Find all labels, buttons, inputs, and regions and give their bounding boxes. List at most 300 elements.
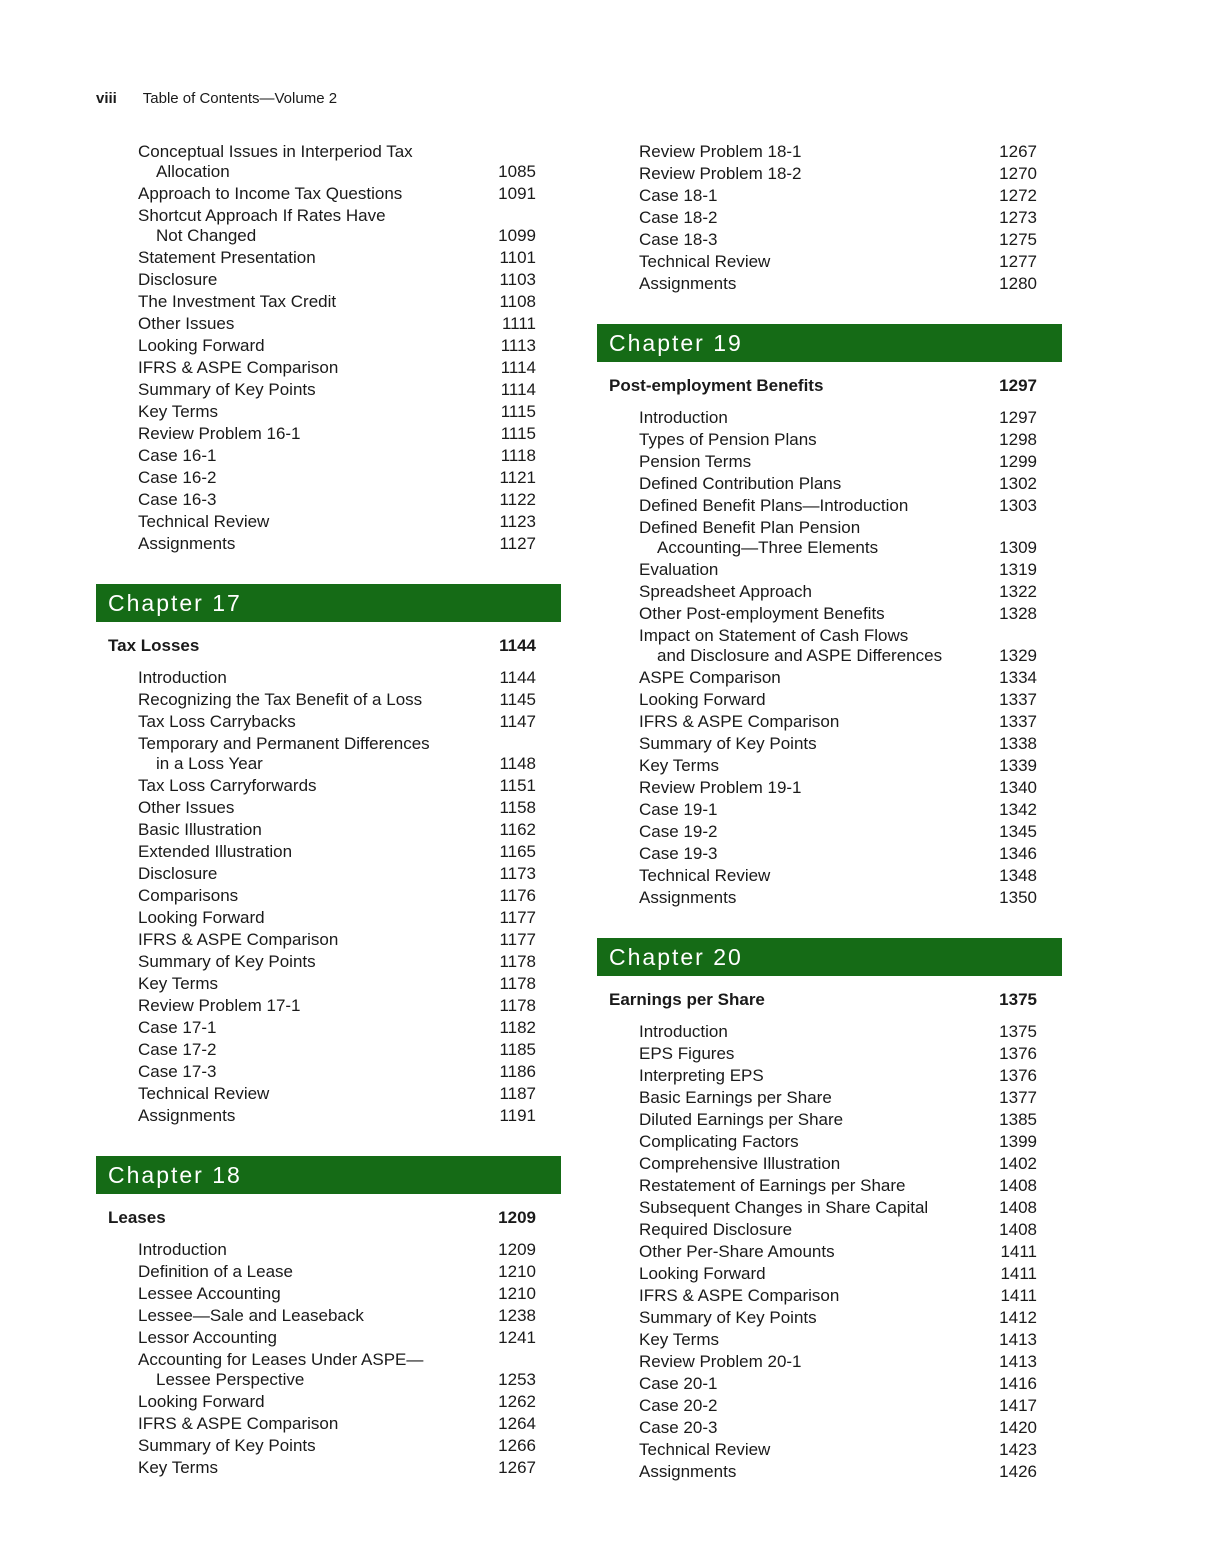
toc-entry[interactable] [597, 1286, 1062, 1306]
toc-entry-title [639, 1088, 1037, 1108]
toc-entry-title-line1: Case 19-1 [639, 800, 718, 819]
toc-entry-title-line1: Case 16-1 [138, 446, 217, 465]
toc-entry-title-line1: Defined Benefit Plans—Introduction [639, 496, 909, 515]
toc-entry-title-line1: IFRS & ASPE Comparison [639, 1286, 840, 1305]
toc-entry-title [639, 1220, 1037, 1240]
toc-entry-title-line1: Lessor Accounting [138, 1328, 277, 1347]
toc-entry-page: 1267 [498, 1458, 536, 1477]
toc-entry-title [639, 1286, 1037, 1306]
toc-entry-title-line2: Accounting—Three Elements [657, 538, 879, 557]
toc-entry-title [639, 1176, 1037, 1196]
toc-entry-title [138, 468, 536, 488]
toc-entry[interactable] [597, 1462, 1062, 1482]
toc-entry[interactable] [96, 798, 561, 818]
toc-entry-page: 1266 [498, 1436, 536, 1455]
toc-entry-title-line1: Introduction [138, 668, 227, 687]
chapter-title-text: Earnings per Share [609, 990, 765, 1009]
toc-entry-page: 1411 [1000, 1242, 1037, 1261]
toc-entry-title [138, 534, 536, 554]
toc-entry-page: 1299 [999, 452, 1037, 471]
toc-entry-page: 1115 [500, 402, 536, 421]
page-folio: viii [96, 90, 117, 107]
toc-entry-title [639, 518, 1037, 558]
toc-entry-page: 1385 [999, 1110, 1037, 1129]
toc-entry-page: 1114 [500, 380, 536, 399]
toc-entry-page: 1127 [499, 534, 536, 553]
toc-entry-title [138, 1350, 536, 1390]
toc-entry[interactable] [96, 512, 561, 532]
toc-entry-title-line1: Definition of a Lease [138, 1262, 293, 1281]
toc-entry[interactable] [96, 1262, 561, 1282]
toc-entry-title-line1: Case 16-3 [138, 490, 217, 509]
toc-entry-title [639, 582, 1037, 602]
toc-entry[interactable] [597, 474, 1062, 494]
toc-entry[interactable] [96, 358, 561, 378]
toc-entry[interactable] [96, 206, 561, 246]
toc-entry[interactable] [96, 248, 561, 268]
toc-entry-title-line1: Spreadsheet Approach [639, 582, 812, 601]
toc-entry-title [639, 668, 1037, 688]
toc-entry-title-line1: Case 20-3 [639, 1418, 718, 1437]
toc-entry-page: 1420 [999, 1418, 1037, 1437]
toc-entry-title [138, 336, 536, 356]
toc-entry-page: 1178 [499, 974, 536, 993]
toc-entry[interactable] [597, 430, 1062, 450]
toc-entry-title-line1: Other Per-Share Amounts [639, 1242, 835, 1261]
toc-entry[interactable] [96, 1084, 561, 1104]
toc-entry-title [138, 446, 536, 466]
toc-entry[interactable] [96, 668, 561, 688]
toc-entry-title [639, 1132, 1037, 1152]
chapter-18-title[interactable] [96, 1208, 561, 1228]
toc-entry-title [639, 252, 1037, 272]
toc-entry[interactable] [597, 1220, 1062, 1240]
toc-entry[interactable] [597, 452, 1062, 472]
toc-entry-title-line1: Assignments [138, 1106, 236, 1125]
toc-entry-title-line1: Looking Forward [138, 1392, 265, 1411]
toc-entry-page: 1101 [499, 248, 536, 267]
toc-entry-title [639, 604, 1037, 624]
toc-entry-title-line1: Summary of Key Points [138, 380, 316, 399]
toc-entry[interactable] [597, 582, 1062, 602]
toc-entry[interactable] [597, 1396, 1062, 1416]
toc-entry-title-line1: Review Problem 20-1 [639, 1352, 802, 1371]
toc-entry-title [138, 1040, 536, 1060]
toc-entry-title [639, 1022, 1037, 1042]
toc-entry-page: 1298 [999, 430, 1037, 449]
toc-entry-page: 1375 [999, 1022, 1037, 1041]
toc-entry-title-line1: Defined Contribution Plans [639, 474, 842, 493]
toc-entry-page: 1187 [499, 1084, 536, 1103]
toc-entry[interactable] [96, 490, 561, 510]
toc-entry[interactable] [96, 886, 561, 906]
toc-entry-page: 1329 [999, 646, 1037, 665]
chapter-19-entries [597, 408, 1062, 908]
toc-entry-title-line1: Other Post-employment Benefits [639, 604, 885, 623]
toc-entry-title-line1: Review Problem 16-1 [138, 424, 301, 443]
toc-entry-page: 1177 [499, 930, 536, 949]
toc-entry-title [138, 270, 536, 290]
toc-entry[interactable] [96, 336, 561, 356]
toc-entry-title [138, 206, 536, 246]
toc-entry-title-line1: Case 17-3 [138, 1062, 217, 1081]
toc-entry-page: 1145 [499, 690, 536, 709]
toc-entry[interactable] [597, 690, 1062, 710]
toc-entry[interactable] [96, 1458, 561, 1478]
toc-entry-page: 1182 [499, 1018, 536, 1037]
chapter-18-entries [96, 1240, 561, 1478]
toc-entry-title-line1: Looking Forward [639, 1264, 766, 1283]
toc-entry[interactable] [96, 184, 561, 204]
toc-entry-page: 1399 [999, 1132, 1037, 1151]
toc-entry-page: 1342 [999, 800, 1037, 819]
toc-entry[interactable] [597, 778, 1062, 798]
toc-entry[interactable] [597, 252, 1062, 272]
toc-entry-title [639, 800, 1037, 820]
toc-entry[interactable] [597, 668, 1062, 688]
toc-entry-title [639, 208, 1037, 228]
chapter-20-banner: Chapter 20 [597, 938, 1062, 976]
toc-entry-page: 1148 [499, 754, 536, 773]
toc-entry-title [639, 142, 1037, 162]
toc-entry-page: 1273 [999, 208, 1037, 227]
toc-entry-title-line1: Summary of Key Points [138, 952, 316, 971]
toc-entry-page: 1411 [1000, 1264, 1037, 1283]
toc-entry-page: 1103 [499, 270, 536, 289]
toc-entry-title-line2: Allocation [156, 162, 230, 181]
toc-entry[interactable] [96, 380, 561, 400]
toc-entry-title-line1: Assignments [639, 1462, 737, 1481]
toc-entry[interactable] [96, 314, 561, 334]
toc-entry-title [138, 402, 536, 422]
chapter-19-banner: Chapter 19 [597, 324, 1062, 362]
toc-entry-title-line1: Looking Forward [138, 908, 265, 927]
toc-entry[interactable] [597, 1440, 1062, 1460]
toc-entry-title-line1: Introduction [639, 1022, 728, 1041]
toc-entry-title [639, 1396, 1037, 1416]
toc-entry-page: 1416 [999, 1374, 1037, 1393]
toc-entry[interactable] [597, 756, 1062, 776]
toc-entry[interactable] [96, 908, 561, 928]
toc-entry-page: 1402 [999, 1154, 1037, 1173]
toc-entry-title-line1: Restatement of Earnings per Share [639, 1176, 906, 1195]
toc-entry-page: 1270 [999, 164, 1037, 183]
toc-entry[interactable] [96, 402, 561, 422]
toc-entry-title-line1: Tax Loss Carryforwards [138, 776, 317, 795]
toc-entry[interactable] [96, 1414, 561, 1434]
chapter-title-page: 1375 [999, 990, 1037, 1009]
toc-entry-title [138, 424, 536, 444]
toc-entry-title [639, 1154, 1037, 1174]
toc-entry[interactable] [597, 844, 1062, 864]
toc-entry-title-line1: Technical Review [138, 1084, 270, 1103]
toc-entry-title-line1: Assignments [639, 888, 737, 907]
toc-entry-title-line1: Assignments [138, 534, 236, 553]
toc-entry-title-line1: Introduction [138, 1240, 227, 1259]
toc-entry[interactable] [597, 604, 1062, 624]
toc-entry[interactable] [96, 1062, 561, 1082]
toc-entry-title-line1: Extended Illustration [138, 842, 293, 861]
toc-entry[interactable] [597, 1110, 1062, 1130]
toc-entry[interactable] [597, 1154, 1062, 1174]
toc-entry-title [639, 1440, 1037, 1460]
chapter-19-title[interactable] [597, 376, 1062, 396]
chapter-title-page: 1209 [498, 1208, 536, 1227]
toc-entry-page: 1280 [999, 274, 1037, 293]
toc-entry[interactable] [96, 1040, 561, 1060]
toc-entry-title-line1: Impact on Statement of Cash Flows [639, 626, 909, 645]
toc-entry[interactable] [597, 186, 1062, 206]
toc-entry[interactable] [96, 292, 561, 312]
toc-entry[interactable] [96, 1106, 561, 1126]
toc-entry[interactable] [597, 496, 1062, 516]
toc-entry-title [138, 776, 536, 796]
toc-entry-page: 1162 [499, 820, 536, 839]
toc-entry-page: 1210 [498, 1284, 536, 1303]
toc-entry-page: 1122 [499, 490, 536, 509]
toc-entry-page: 1345 [999, 822, 1037, 841]
toc-entry-title [138, 1106, 536, 1126]
toc-entry-title-line1: Recognizing the Tax Benefit of a Loss [138, 690, 423, 709]
toc-entry[interactable] [96, 974, 561, 994]
toc-entry[interactable] [597, 800, 1062, 820]
toc-entry-title-line1: Case 16-2 [138, 468, 217, 487]
toc-entry-page: 1350 [999, 888, 1037, 907]
toc-entry-title-line1: Other Issues [138, 798, 235, 817]
toc-entry-title-line1: Review Problem 18-1 [639, 142, 802, 161]
toc-entry-page: 1423 [999, 1440, 1037, 1459]
toc-entry[interactable] [597, 208, 1062, 228]
toc-entry-title-line1: Temporary and Permanent Differences [138, 734, 430, 753]
toc-entry-page: 1178 [499, 952, 536, 971]
toc-entry-title [138, 886, 536, 906]
toc-entry-title-line1: Subsequent Changes in Share Capital [639, 1198, 929, 1217]
continued-entries [597, 142, 1062, 294]
toc-entry[interactable] [597, 734, 1062, 754]
toc-entry[interactable] [597, 274, 1062, 294]
toc-entry[interactable] [597, 822, 1062, 842]
toc-entry-title-line1: Case 19-2 [639, 822, 718, 841]
toc-entry-title-line1: Key Terms [138, 1458, 218, 1477]
toc-entry-title-line1: EPS Figures [639, 1044, 735, 1063]
toc-entry-title-line1: Introduction [639, 408, 728, 427]
toc-entry-title [138, 248, 536, 268]
toc-entry-title-line2: Not Changed [156, 226, 257, 245]
toc-entry-title-line1: Required Disclosure [639, 1220, 793, 1239]
toc-entry-title [138, 842, 536, 862]
toc-entry-title-line1: Case 20-1 [639, 1374, 718, 1393]
toc-entry-title [639, 274, 1037, 294]
toc-entry-title [639, 230, 1037, 250]
toc-entry-title-line1: Review Problem 17-1 [138, 996, 301, 1015]
toc-entry[interactable] [96, 1306, 561, 1326]
toc-entry[interactable] [96, 1392, 561, 1412]
toc-entry-title [639, 712, 1037, 732]
toc-entry[interactable] [597, 142, 1062, 162]
left-column [96, 142, 561, 1480]
toc-entry[interactable] [597, 1308, 1062, 1328]
toc-entry-page: 1191 [499, 1106, 536, 1125]
toc-entry-title [639, 164, 1037, 184]
toc-entry-title-line1: Technical Review [639, 252, 771, 271]
toc-entry[interactable] [96, 820, 561, 840]
toc-entry-title [639, 844, 1037, 864]
toc-entry[interactable] [96, 952, 561, 972]
toc-entry[interactable] [96, 1240, 561, 1260]
toc-entry-title [639, 690, 1037, 710]
toc-entry-title-line1: Summary of Key Points [138, 1436, 316, 1455]
toc-entry[interactable] [597, 1022, 1062, 1042]
toc-entry[interactable] [597, 1066, 1062, 1086]
toc-entry-title-line1: Technical Review [639, 866, 771, 885]
chapter-17-title[interactable] [96, 636, 561, 656]
toc-entry-page: 1302 [999, 474, 1037, 493]
toc-entry-page: 1185 [499, 1040, 536, 1059]
toc-entry[interactable] [96, 1350, 561, 1390]
toc-entry-title-line1: The Investment Tax Credit [138, 292, 337, 311]
toc-entry-title [138, 1084, 536, 1104]
toc-entry-title-line1: Evaluation [639, 560, 719, 579]
toc-entry-page: 1413 [999, 1352, 1037, 1371]
toc-entry-page: 1408 [999, 1220, 1037, 1239]
toc-entry[interactable] [597, 1088, 1062, 1108]
toc-entry[interactable] [597, 408, 1062, 428]
toc-entry-title [639, 1242, 1037, 1262]
toc-entry-title [138, 668, 536, 688]
toc-entry[interactable] [96, 270, 561, 290]
right-column [597, 142, 1062, 1484]
toc-entry[interactable] [96, 468, 561, 488]
toc-entry[interactable] [597, 866, 1062, 886]
toc-entry[interactable] [96, 534, 561, 554]
toc-entry-title [639, 1374, 1037, 1394]
toc-entry[interactable] [597, 1132, 1062, 1152]
running-title: Table of Contents—Volume 2 [142, 90, 338, 107]
toc-entry-title-line1: Basic Illustration [138, 820, 262, 839]
toc-entry-page: 1348 [999, 866, 1037, 885]
chapter-17-entries [96, 668, 561, 1126]
toc-entry[interactable] [96, 424, 561, 444]
toc-entry-title-line1: Conceptual Issues in Interperiod Tax [138, 142, 413, 161]
toc-entry-title-line1: IFRS & ASPE Comparison [138, 930, 339, 949]
toc-entry[interactable] [96, 776, 561, 796]
toc-entry-title [138, 490, 536, 510]
toc-entry-title [138, 1306, 536, 1326]
toc-entry-title [138, 142, 536, 182]
toc-entry-title-line1: Types of Pension Plans [639, 430, 817, 449]
toc-entry-title-line1: Technical Review [639, 1440, 771, 1459]
toc-entry[interactable] [597, 1330, 1062, 1350]
toc-entry-title [138, 1436, 536, 1456]
toc-entry-title [138, 734, 536, 774]
toc-entry-title [138, 358, 536, 378]
toc-entry[interactable] [96, 1328, 561, 1348]
toc-entry-title-line1: Diluted Earnings per Share [639, 1110, 844, 1129]
toc-entry-title [639, 1462, 1037, 1482]
toc-entry-page: 1277 [999, 252, 1037, 271]
toc-entry-title-line1: Other Issues [138, 314, 235, 333]
toc-entry[interactable] [96, 930, 561, 950]
toc-entry-title [639, 1330, 1037, 1350]
toc-entry-title [138, 930, 536, 950]
toc-entry-page: 1319 [999, 560, 1037, 579]
toc-entry-page: 1338 [999, 734, 1037, 753]
toc-entry-title-line1: Review Problem 19-1 [639, 778, 802, 797]
toc-entry-title [138, 1392, 536, 1412]
toc-entry[interactable] [96, 712, 561, 732]
toc-entry-page: 1186 [499, 1062, 536, 1081]
toc-entry[interactable] [597, 1198, 1062, 1218]
toc-entry-title [639, 1264, 1037, 1284]
toc-entry-title-line1: Key Terms [138, 974, 218, 993]
toc-entry-page: 1115 [500, 424, 536, 443]
toc-entry-page: 1178 [499, 996, 536, 1015]
toc-entry[interactable] [96, 446, 561, 466]
toc-entry[interactable] [96, 690, 561, 710]
toc-entry[interactable] [96, 842, 561, 862]
chapter-20-title[interactable] [597, 990, 1062, 1010]
toc-entry[interactable] [96, 1018, 561, 1038]
toc-entry[interactable] [597, 1374, 1062, 1394]
toc-entry[interactable] [597, 626, 1062, 666]
toc-entry-title-line1: Comparisons [138, 886, 239, 905]
toc-entry-title-line1: Case 18-2 [639, 208, 718, 227]
toc-entry[interactable] [597, 1242, 1062, 1262]
toc-entry[interactable] [597, 1352, 1062, 1372]
toc-entry[interactable] [597, 164, 1062, 184]
toc-entry-page: 1151 [499, 776, 536, 795]
toc-entry[interactable] [96, 864, 561, 884]
continued-entries [96, 142, 561, 554]
toc-entry[interactable] [597, 888, 1062, 908]
toc-entry[interactable] [96, 1436, 561, 1456]
toc-entry-page: 1322 [999, 582, 1037, 601]
toc-entry-title-line1: Pension Terms [639, 452, 752, 471]
toc-entry-title [639, 452, 1037, 472]
toc-entry[interactable] [597, 560, 1062, 580]
chapter-17-banner: Chapter 17 [96, 584, 561, 622]
toc-entry[interactable] [96, 1284, 561, 1304]
toc-entry-title-line1: Case 18-3 [639, 230, 718, 249]
toc-entry[interactable] [96, 142, 561, 182]
toc-entry-page: 1267 [999, 142, 1037, 161]
toc-entry-title [639, 1418, 1037, 1438]
toc-entry-title [639, 474, 1037, 494]
toc-entry[interactable] [597, 1044, 1062, 1064]
toc-entry[interactable] [597, 712, 1062, 732]
toc-entry[interactable] [96, 996, 561, 1016]
toc-entry[interactable] [597, 1176, 1062, 1196]
toc-entry-title [138, 712, 536, 732]
toc-entry[interactable] [597, 1264, 1062, 1284]
toc-entry-title-line2: and Disclosure and ASPE Differences [657, 646, 943, 665]
toc-entry-page: 1118 [500, 446, 536, 465]
toc-entry-title [639, 756, 1037, 776]
toc-entry-title [138, 1414, 536, 1434]
toc-entry-page: 1272 [999, 186, 1037, 205]
toc-entry-title-line1: Tax Loss Carrybacks [138, 712, 296, 731]
toc-entry-title-line1: Accounting for Leases Under ASPE— [138, 1350, 424, 1369]
toc-entry-title-line1: Looking Forward [639, 690, 766, 709]
toc-entry-page: 1376 [999, 1066, 1037, 1085]
toc-entry-page: 1377 [999, 1088, 1037, 1107]
toc-entry[interactable] [96, 734, 561, 774]
toc-entry[interactable] [597, 230, 1062, 250]
toc-entry-title [639, 866, 1037, 886]
toc-entry[interactable] [597, 1418, 1062, 1438]
chapter-20-entries [597, 1022, 1062, 1482]
toc-entry[interactable] [597, 518, 1062, 558]
